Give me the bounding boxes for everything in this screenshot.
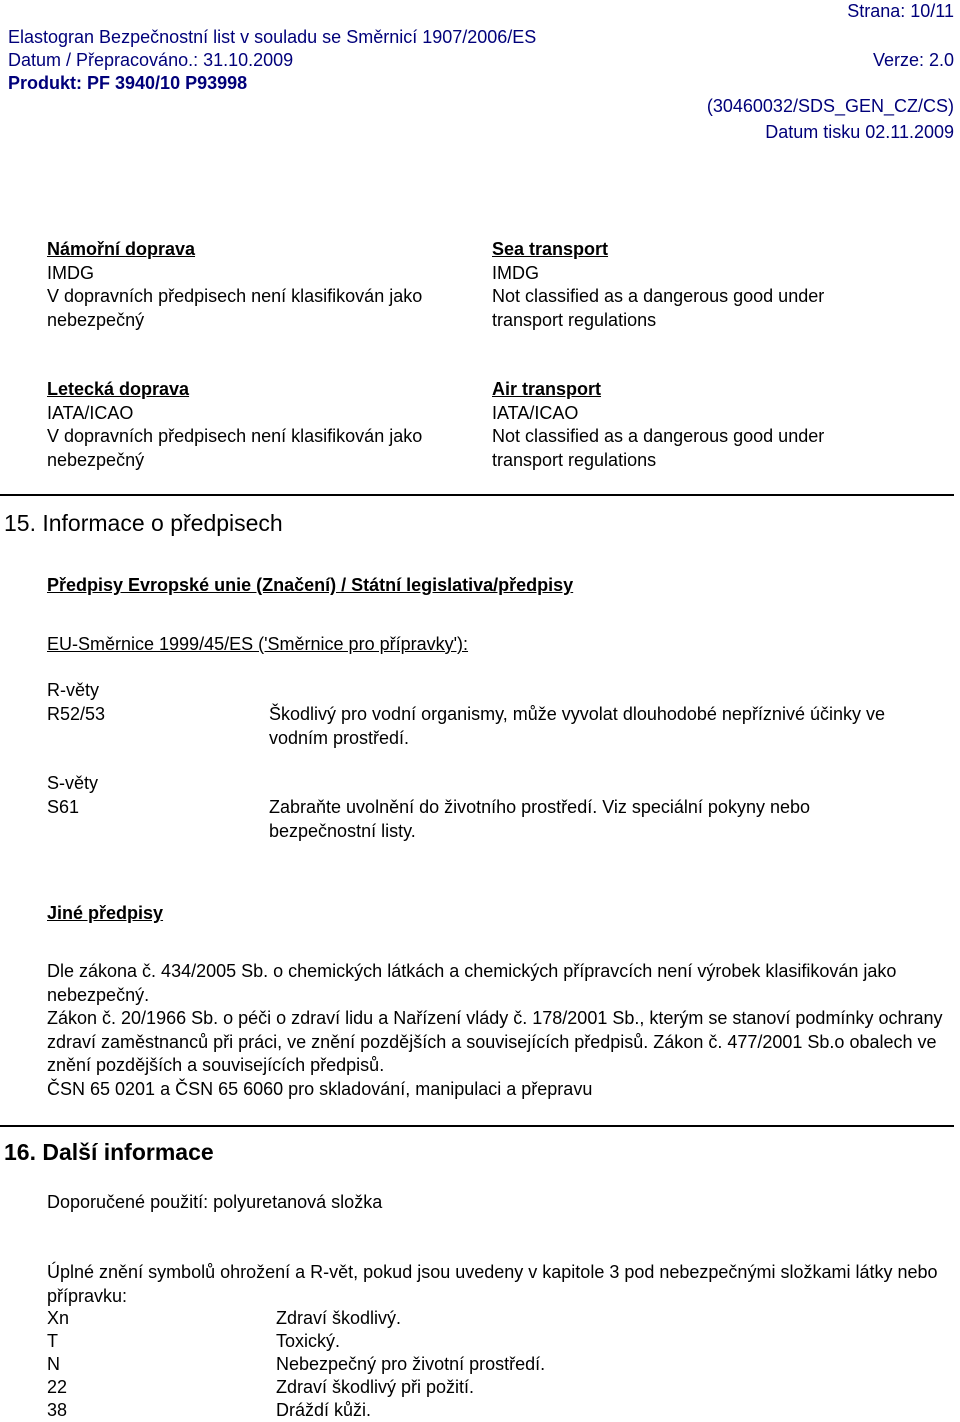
s-phrase-text: Zabraňte uvolnění do životního prostředí. Viz speciální pokyny nebo bezpečnostní listy. [269, 797, 811, 841]
product-label: Produkt: [8, 73, 82, 93]
air-cz-code: IATA/ICAO [47, 402, 134, 423]
symbol-code: N [47, 1354, 60, 1374]
r-phrase-text: Škodlivý pro vodní organismy, může vyvolat dlouhodobé nepříznivé účinky ve vodním prostředí. [269, 704, 885, 748]
product-line [8, 72, 247, 94]
eu-regulations-heading: Předpisy Evropské unie (Značení) / Státní legislativa/předpisy [47, 575, 574, 595]
symbol-code: 22 [47, 1377, 68, 1397]
sea-transport-en [492, 238, 932, 332]
air-en-title: Air transport [492, 379, 602, 399]
symbol-code: T [47, 1331, 58, 1351]
symbol-description: Dráždí kůži. [276, 1400, 372, 1420]
air-cz-text: V dopravních předpisech není klasifikován jako nebezpečný [47, 426, 423, 470]
air-en-code: IATA/ICAO [492, 402, 579, 423]
sea-cz-code: IMDG [47, 262, 94, 283]
section-16-heading: 16. Další informace [4, 1139, 214, 1165]
r-phrase-code: R52/53 [47, 704, 106, 724]
r-phrases-label: R-věty [47, 680, 100, 700]
air-en-text: Not classified as a dangerous good under transport regulations [492, 426, 825, 470]
section-divider [0, 1125, 954, 1127]
air-cz-title: Letecká doprava [47, 379, 190, 399]
document-code: (30460032/SDS_GEN_CZ/CS) [706, 96, 954, 116]
sea-en-code: IMDG [492, 262, 539, 283]
sea-transport-cz [47, 238, 487, 332]
version: Verze: 2.0 [872, 50, 954, 70]
section-divider [0, 494, 954, 496]
s-phrases-label: S-věty [47, 773, 99, 793]
symbol-code: Xn [47, 1308, 70, 1328]
other-text-2: Zákon č. 20/1966 Sb. o péči o zdraví lidu a Nařízení vlády č. 178/2001 Sb., kterým se stanoví podmínky ochrany zdraví zaměstnanců při práci, ve znění pozdějších a souvisejících předpisů. Zákon č. 477/2001 Sb.o obalech ve znění pozdějších a souvisejících předpisů. [47, 1008, 943, 1075]
other-regulations-heading: Jiné předpisy [47, 903, 164, 923]
symbol-description: Nebezpečný pro životní prostředí. [276, 1354, 546, 1374]
air-transport-cz [47, 378, 487, 472]
sea-en-title: Sea transport [492, 239, 609, 259]
symbol-code: 38 [47, 1400, 68, 1420]
symbol-codes [47, 1307, 69, 1422]
page-number: Strana: 10/11 [847, 1, 954, 21]
symbol-descriptions [276, 1307, 545, 1422]
sea-en-text: Not classified as a dangerous good under transport regulations [492, 286, 825, 330]
document-title: Elastogran Bezpečnostní list v souladu se Směrnicí 1907/2006/ES [8, 27, 537, 47]
section-15-heading: 15. Informace o předpisech [4, 510, 283, 536]
other-text-1: Dle zákona č. 434/2005 Sb. o chemických látkách a chemických přípravcích není výrobek klasifikován jako nebezpečný. [47, 961, 897, 1005]
revision-date: Datum / Přepracováno.: 31.10.2009 [8, 50, 294, 70]
sea-cz-title: Námořní doprava [47, 239, 196, 259]
full-text-intro: Úplné znění symbolů ohrožení a R-vět, pokud jsou uvedeny v kapitole 3 pod nebezpečnými složkami látky nebo přípravku: [47, 1262, 938, 1306]
sea-cz-text: V dopravních předpisech není klasifikován jako nebezpečný [47, 286, 423, 330]
symbol-description: Zdraví škodlivý při požití. [276, 1377, 475, 1397]
recommended-use: Doporučené použití: polyuretanová složka [47, 1192, 383, 1212]
print-date: Datum tisku 02.11.2009 [765, 122, 954, 142]
s-phrase-code: S61 [47, 797, 80, 817]
symbol-description: Zdraví škodlivý. [276, 1308, 402, 1328]
air-transport-en [492, 378, 932, 472]
symbol-description: Toxický. [276, 1331, 341, 1351]
directive-label: EU-Směrnice 1999/45/ES ('Směrnice pro přípravky'): [47, 634, 469, 654]
product-name: PF 3940/10 P93998 [87, 73, 248, 93]
other-text-3: ČSN 65 0201 a ČSN 65 6060 pro skladování, manipulaci a přepravu [47, 1078, 593, 1099]
other-regulations-text [47, 960, 955, 1101]
